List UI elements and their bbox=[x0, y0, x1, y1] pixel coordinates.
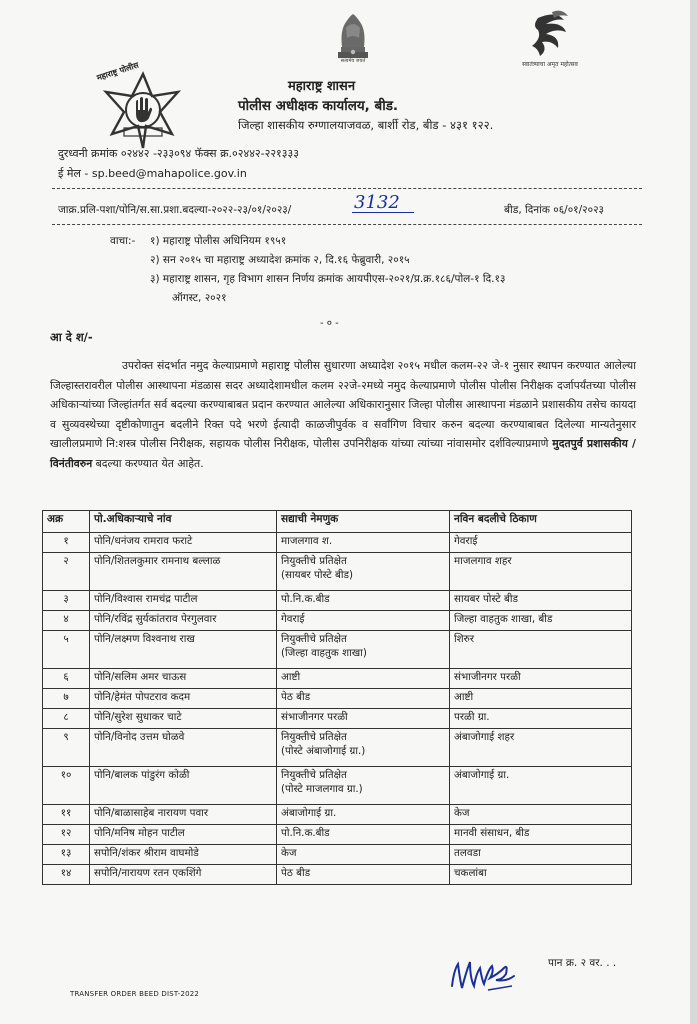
emblem-caption: सत्यमेव जयते bbox=[340, 58, 366, 64]
current-posting-line: केज bbox=[281, 847, 297, 859]
azadi-amrit-mahotsav-logo-icon bbox=[508, 10, 592, 60]
table-row bbox=[43, 845, 632, 865]
table-row bbox=[43, 553, 632, 591]
cell-current-posting bbox=[277, 553, 450, 591]
body-text: उपरोक्त संदर्भात नमुद केल्याप्रमाणे महाराष्ट्र पोलीस सुधारणा अध्यादेश २०१५ मधील कलम-२२ जे-१ नुसार स्थापन करण्यात आलेल्या जिल्हास्तरावरील पोलीस आस्थापना मंडळास सदर अध्यादेशामधील कलम २२जे-२मध्ये नमुद केल्याप्रमाणे पोलीस पोलीस निरीक्षक दर्जापर्यंतच्या पोलीस अधिकाऱ्यांच्या जिल्हांतर्गत सर्व बदल्या करण्याबाबत प्रदान करण्यात आलेल्या अधिकारानुसार जिल्हा पोलीस आस्थापना मंडळाने प्रशासकीय तसेच कायदा व सुव्यवस्थेच्या दृष्टीकोणातुन बदलीने रिक्त पदे भरणे ईत्यादी काळजीपुर्वक व सर्वांगिण विचार करुन बदल्या करण्याबाबत दिलेल्या मान्यतेनुसार खालीलप्रमाणे नि:शस्त्र पोलीस निरीक्षक, सहायक पोलीस निरीक्षक, पोलीस उपनिरीक्षक यांच्या त्यांच्या नांवासमोर दर्शविल्याप्रमाणे bbox=[50, 359, 636, 451]
cell-sr: १३ bbox=[43, 845, 90, 865]
cell-current-posting bbox=[277, 669, 450, 689]
current-posting-line: नियुक्तीचे प्रतिक्षेत bbox=[281, 769, 347, 781]
current-posting-line: अंबाजोगाई ग्रा. bbox=[281, 807, 337, 819]
divider-top bbox=[52, 188, 642, 189]
cell-officer-name: पोनि/बाळासाहेब नारायण पवार bbox=[90, 805, 277, 825]
cell-current-posting bbox=[277, 611, 450, 631]
cell-sr: ५ bbox=[43, 631, 90, 669]
table-row bbox=[43, 767, 632, 805]
next-page-note: पान क्र. २ वर. . . bbox=[548, 957, 617, 969]
cell-new-posting: माजलगाव शहर bbox=[450, 553, 632, 591]
cell-sr: ७ bbox=[43, 689, 90, 709]
handwritten-reference-number: 3132 bbox=[354, 192, 400, 213]
current-posting-line: (जिल्हा वाहतुक शाखा) bbox=[281, 647, 367, 659]
cell-new-posting: संभाजीनगर परळी bbox=[450, 669, 632, 689]
current-posting-line: संभाजीनगर परळी bbox=[281, 711, 348, 723]
table-row bbox=[43, 729, 632, 767]
cell-new-posting: शिरुर bbox=[450, 631, 632, 669]
reading-item: ३) महाराष्ट्र शासन, गृह विभाग शासन निर्णय क्रमांक आयपीएस-२०२१/प्र.क्र.१८६/पोल-१ दि.१३ bbox=[150, 273, 506, 285]
footer-text: TRANSFER ORDER BEED DIST-2022 bbox=[70, 990, 200, 998]
table-row bbox=[43, 805, 632, 825]
signature-icon bbox=[448, 950, 524, 998]
current-posting-line: नियुक्तीचे प्रतिक्षेत bbox=[281, 731, 347, 743]
current-posting-line: नियुक्तीचे प्रतिक्षेत bbox=[281, 633, 347, 645]
cell-current-posting bbox=[277, 805, 450, 825]
cell-officer-name: सपोनि/शंकर श्रीराम वाघमोडे bbox=[90, 845, 277, 865]
reference-number: जाक्र.प्रलि-पशा/पोनि/स.सा.प्रशा.बदल्या-२०२२-२३/०१/२०२३/ bbox=[58, 204, 292, 216]
cell-new-posting: केज bbox=[450, 805, 632, 825]
phone-fax-line: दुरध्वनी क्रमांक ०२४४२ -२३३०९४ फॅक्स क्र.०२४४२-२२१३३३ bbox=[58, 147, 299, 160]
reading-item-continuation: ऑगस्ट, २०२१ bbox=[172, 292, 227, 304]
cell-sr: ११ bbox=[43, 805, 90, 825]
readings-label: वाचा:- bbox=[110, 235, 136, 247]
cell-sr: १ bbox=[43, 533, 90, 553]
current-posting-line: पेठ बीड bbox=[281, 867, 311, 879]
current-posting-line: (पोस्टे अंबाजोगाई ग्रा.) bbox=[281, 745, 366, 757]
current-posting-line: नियुक्तीचे प्रतिक्षेत bbox=[281, 555, 347, 567]
cell-officer-name: पोनि/विश्वास रामचंद्र पाटील bbox=[90, 591, 277, 611]
cell-officer-name: पोनि/रविंद्र सुर्यकांतराव पेरगुलवार bbox=[90, 611, 277, 631]
body-tail-text: बदल्या करण्यात येत आहेत. bbox=[95, 456, 204, 470]
table-row bbox=[43, 669, 632, 689]
table-row bbox=[43, 709, 632, 729]
cell-officer-name: पोनि/सुरेश सुधाकर चाटे bbox=[90, 709, 277, 729]
current-posting-line: पो.नि.क.बीड bbox=[281, 827, 330, 839]
cell-new-posting: गेवराई bbox=[450, 533, 632, 553]
cell-sr: ९ bbox=[43, 729, 90, 767]
cell-new-posting: अंबाजोगाई ग्रा. bbox=[450, 767, 632, 805]
cell-sr: ३ bbox=[43, 591, 90, 611]
office-heading: पोलीस अधीक्षक कार्यालय, बीड. bbox=[238, 98, 399, 114]
email-line: ई मेल - sp.beed@mahapolice.gov.in bbox=[58, 167, 247, 180]
table-row bbox=[43, 689, 632, 709]
azadi-caption: स्वातंत्र्याचा अमृत महोत्सव bbox=[522, 61, 578, 68]
transfer-table bbox=[42, 510, 632, 885]
current-posting-line: गेवराई bbox=[281, 613, 305, 625]
cell-current-posting bbox=[277, 825, 450, 845]
cell-new-posting: मानवी संसाधन, बीड bbox=[450, 825, 632, 845]
cell-officer-name: पोनि/सलिम अमर चाऊस bbox=[90, 669, 277, 689]
cell-sr: ६ bbox=[43, 669, 90, 689]
table-row bbox=[43, 611, 632, 631]
cell-officer-name: पोनि/मनिष मोहन पाटील bbox=[90, 825, 277, 845]
table-body bbox=[43, 533, 632, 885]
cell-sr: १० bbox=[43, 767, 90, 805]
current-posting-line: आष्टी bbox=[281, 671, 301, 683]
table-row bbox=[43, 631, 632, 669]
table-row bbox=[43, 825, 632, 845]
column-header-sr: अक्र bbox=[43, 511, 90, 533]
cell-new-posting: तलवडा bbox=[450, 845, 632, 865]
current-posting-line: माजलगाव श. bbox=[281, 535, 333, 547]
reading-item: २) सन २०१५ चा महाराष्ट्र अध्यादेश क्रमांक २, दि.१६ फेब्रुवारी, २०१५ bbox=[150, 254, 410, 266]
order-body-paragraph bbox=[50, 356, 636, 474]
cell-current-posting bbox=[277, 729, 450, 767]
column-header-new-posting: नविन बदलीचे ठिकाण bbox=[450, 511, 632, 533]
cell-officer-name: पोनि/धनंजय रामराव फराटे bbox=[90, 533, 277, 553]
current-posting-line: (पोस्टे माजलगाव ग्रा.) bbox=[281, 783, 363, 795]
order-heading: आ दे श/- bbox=[50, 330, 93, 344]
cell-new-posting: जिल्हा वाहतुक शाखा, बीड bbox=[450, 611, 632, 631]
table-row bbox=[43, 533, 632, 553]
cell-current-posting bbox=[277, 533, 450, 553]
cell-new-posting: आष्टी bbox=[450, 689, 632, 709]
cell-new-posting: अंबाजोगाई शहर bbox=[450, 729, 632, 767]
column-header-current-posting: सद्याची नेमणुक bbox=[277, 511, 450, 533]
order-date: बीड, दिनांक ०६/०१/२०२३ bbox=[504, 204, 605, 216]
cell-new-posting: चकलांबा bbox=[450, 865, 632, 885]
government-heading: महाराष्ट्र शासन bbox=[288, 79, 356, 94]
cell-current-posting bbox=[277, 865, 450, 885]
current-posting-line: पेठ बीड bbox=[281, 691, 311, 703]
cell-current-posting bbox=[277, 689, 450, 709]
table-row bbox=[43, 591, 632, 611]
cell-current-posting bbox=[277, 631, 450, 669]
cell-current-posting bbox=[277, 845, 450, 865]
column-header-name: पो.अधिकाऱ्याचे नांव bbox=[90, 511, 277, 533]
cell-officer-name: पोनि/लक्ष्मण विश्वनाथ राख bbox=[90, 631, 277, 669]
table-row bbox=[43, 865, 632, 885]
divider-bottom bbox=[52, 224, 642, 225]
cell-officer-name: पोनि/विनोद उत्तम घोळवे bbox=[90, 729, 277, 767]
cell-sr: ८ bbox=[43, 709, 90, 729]
office-address: जिल्हा शासकीय रुग्णालयाजवळ, बार्शी रोड, बीड - ४३१ १२२. bbox=[238, 118, 494, 132]
cell-sr: १४ bbox=[43, 865, 90, 885]
cell-officer-name: पोनि/बालक पांडुरंग कोळी bbox=[90, 767, 277, 805]
handwritten-underline bbox=[352, 212, 414, 213]
cell-sr: २ bbox=[43, 553, 90, 591]
cell-sr: १२ bbox=[43, 825, 90, 845]
cell-sr: ४ bbox=[43, 611, 90, 631]
reading-item: १) महाराष्ट्र पोलीस अधिनियम १९५१ bbox=[150, 235, 287, 247]
current-posting-line: पो.नि.क.बीड bbox=[281, 593, 330, 605]
cell-officer-name: सपोनि/नारायण रतन एकशिंगे bbox=[90, 865, 277, 885]
cell-new-posting: परळी ग्रा. bbox=[450, 709, 632, 729]
cell-officer-name: पोनि/हेमंत पोपटराव कदम bbox=[90, 689, 277, 709]
body-bold-text: मुदतपुर्व प्रशासकीय / विनंतीवरुन bbox=[50, 437, 636, 470]
cell-new-posting: सायबर पोस्टे बीड bbox=[450, 591, 632, 611]
police-logo-text: महाराष्ट्र पोलीस bbox=[95, 60, 140, 83]
current-posting-line: (सायबर पोस्टे बीड) bbox=[281, 569, 354, 581]
cell-officer-name: पोनि/शितलकुमार रामनाथ बल्लाळ bbox=[90, 553, 277, 591]
cell-current-posting bbox=[277, 591, 450, 611]
cell-current-posting bbox=[277, 709, 450, 729]
cell-current-posting bbox=[277, 767, 450, 805]
separator-mark: - ० - bbox=[320, 318, 339, 329]
table-header-row bbox=[43, 511, 632, 533]
